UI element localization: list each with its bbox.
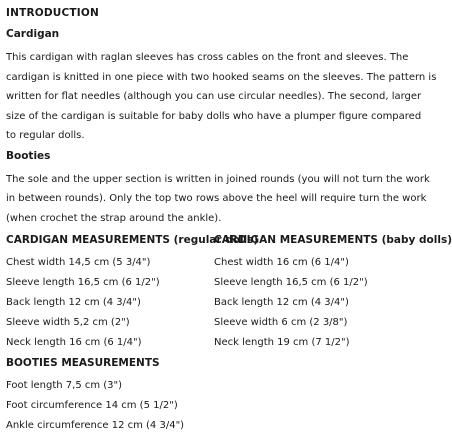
regular-dolls-heading: CARDIGAN MEASUREMENTS (regular dolls) xyxy=(6,234,259,246)
measurement-row: Sleeve width 5,2 cm (2") xyxy=(6,317,130,328)
regular-dolls-column xyxy=(6,234,259,353)
measurement-row: Ankle circumference 12 cm (4 3/4") xyxy=(6,420,185,431)
cardigan-line: cardigan is knitted in one piece with two hooked seams on the sleeves. The pattern is xyxy=(6,71,437,83)
baby-dolls-column xyxy=(214,234,452,353)
measurement-row: Back length 12 cm (4 3/4") xyxy=(6,297,141,308)
cardigan-line: size of the cardigan is suitable for baby dolls who have a plumper figure compared xyxy=(6,110,422,122)
baby-dolls-heading: CARDIGAN MEASUREMENTS (baby dolls) xyxy=(214,234,452,246)
measurement-row: Sleeve length 16,5 cm (6 1/2") xyxy=(214,277,368,288)
cardigan-heading: Cardigan xyxy=(6,28,60,40)
measurement-row: Chest width 14,5 cm (5 3/4") xyxy=(6,257,151,268)
booties-line: in between rounds). Only the top two rows above the heel will require turn the work xyxy=(6,193,427,204)
booties-line: (when crochet the strap around the ankle). xyxy=(6,212,222,224)
booties-paragraph xyxy=(6,170,430,229)
booties-measurements xyxy=(6,357,410,436)
cardigan-line: to regular dolls. xyxy=(6,130,85,141)
measurement-row: Sleeve width 6 cm (2 3/8") xyxy=(214,317,348,328)
cardigan-measurements xyxy=(6,234,452,353)
booties-measurements-heading: BOOTIES MEASUREMENTS xyxy=(6,357,160,369)
cardigan-paragraph xyxy=(6,48,437,146)
measurement-row: Sleeve length 16,5 cm (6 1/2") xyxy=(6,277,160,288)
measurement-row: Neck length 19 cm (7 1/2") xyxy=(214,337,350,348)
measurement-row: Chest width 16 cm (6 1/4") xyxy=(214,257,349,268)
cardigan-line: This cardigan with raglan sleeves has cross cables on the front and sleeves. The xyxy=(6,52,409,63)
booties-line: The sole and the upper section is written in joined rounds (you will not turn the work xyxy=(6,173,430,185)
intro-heading: INTRODUCTION xyxy=(6,7,99,19)
measurement-row: Foot length 7,5 cm (3") xyxy=(6,380,123,391)
measurement-row: Foot circumference 14 cm (5 1/2") xyxy=(6,400,178,411)
measurement-row: Neck length 16 cm (6 1/4") xyxy=(6,337,142,348)
booties-heading: Booties xyxy=(6,149,51,162)
cardigan-line: written for flat needles (although you can use circular needles). The second, larger xyxy=(6,91,422,102)
measurement-row: Back length 12 cm (4 3/4") xyxy=(214,297,349,308)
